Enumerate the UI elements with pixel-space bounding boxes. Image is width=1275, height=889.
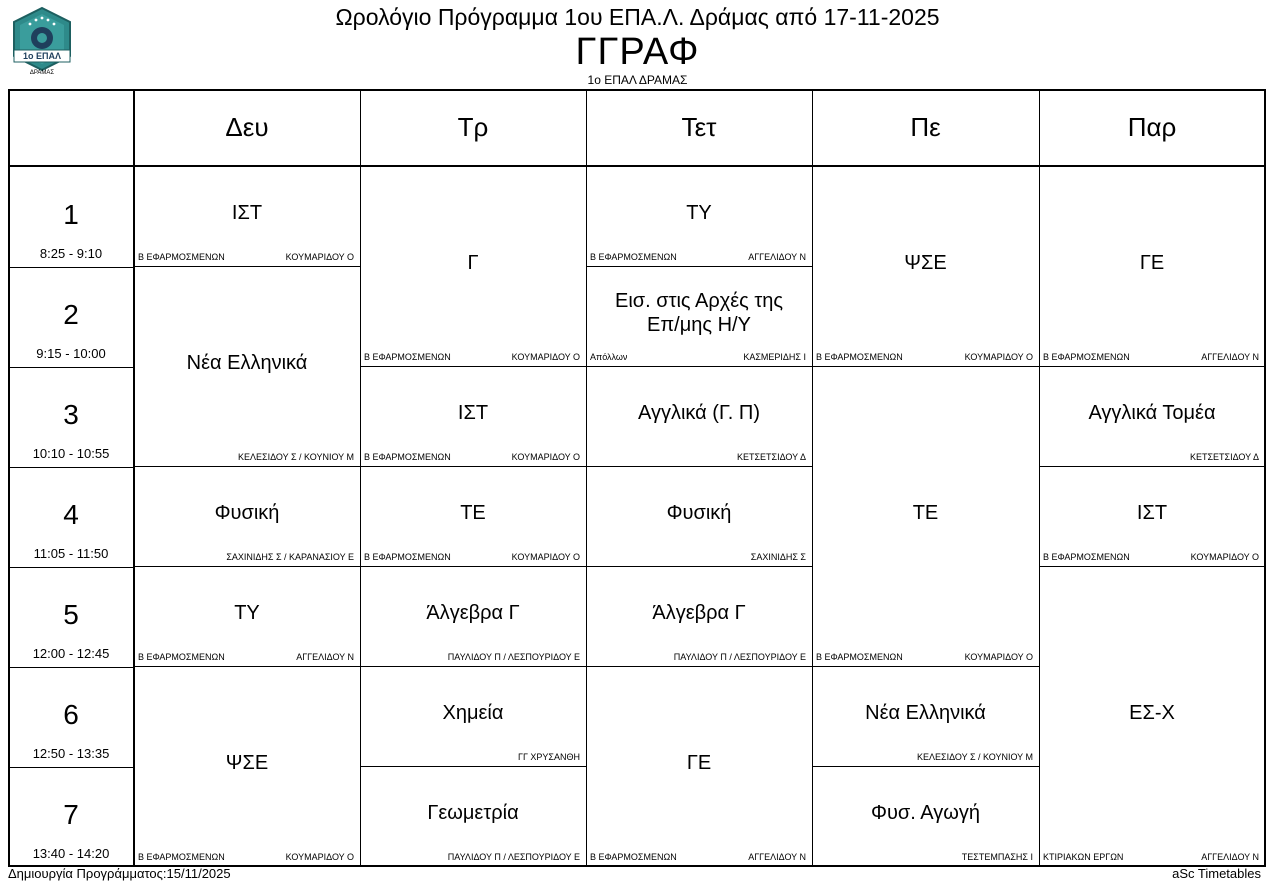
period-number: 1	[63, 199, 79, 230]
lesson-class: ΚΤΙΡΙΑΚΩΝ ΕΡΓΩΝ	[1043, 852, 1124, 862]
lesson-subject: ΓΕ	[1139, 252, 1165, 274]
lesson-cell	[1039, 467, 1265, 567]
lesson-teacher: ΑΓΓΕΛΙΔΟΥ Ν	[1201, 852, 1259, 862]
lesson-teacher: ΣΑΧΙΝΙΔΗΣ Σ / ΚΑΡΑΝΑΣΙΟΥ Ε	[226, 552, 354, 562]
lesson-cell	[812, 767, 1039, 866]
lesson-cell	[360, 167, 586, 367]
lesson-cell	[360, 667, 586, 767]
lesson-class: Β ΕΦΑΡΜΟΣΜΕΝΩΝ	[138, 652, 225, 662]
lesson-class: Β ΕΦΑΡΜΟΣΜΕΝΩΝ	[364, 552, 451, 562]
lesson-subject: Γεωμετρία	[427, 801, 519, 824]
lesson-subject: ΕΣ-Χ	[1129, 701, 1175, 724]
lesson-teacher: ΑΓΓΕΛΙΔΟΥ Ν	[748, 852, 806, 862]
day-header-tue: Τρ	[457, 112, 489, 142]
lesson-teacher: ΓΓ ΧΡΥΣΑΝΘΗ	[518, 752, 580, 762]
lesson-teacher: ΚΟΥΜΑΡΙΔΟΥ Ο	[285, 252, 354, 262]
lesson-cell	[360, 467, 586, 567]
lesson-subject: ΤΥ	[234, 602, 260, 624]
lesson-cell	[812, 167, 1039, 367]
lesson-cell	[134, 167, 360, 267]
period-time: 8:25 - 9:10	[39, 246, 103, 261]
period-row-line	[9, 667, 133, 668]
lesson-subject: ΙΣΤ	[231, 202, 263, 224]
lesson-subject: Νέα Ελληνικά	[186, 352, 308, 374]
lesson-teacher: ΣΑΧΙΝΙΔΗΣ Σ	[750, 552, 806, 562]
period-time: 11:05 - 11:50	[33, 546, 109, 561]
lesson-cell	[360, 567, 586, 667]
lesson-subject: Νέα Ελληνικά	[865, 702, 986, 724]
lesson-subject: Εισ. στις Αρχές της Επ/μης Η/Υ	[614, 290, 783, 336]
lesson-teacher: ΚΕΛΕΣΙΔΟΥ Σ / ΚΟΥΝΙΟΥ Μ	[237, 452, 354, 462]
day-header-mon: Δευ	[225, 112, 269, 142]
lesson-cell	[134, 567, 360, 667]
lesson-subject: ΤΕ	[912, 502, 939, 524]
lesson-cell	[586, 467, 812, 567]
lesson-cell	[586, 167, 812, 267]
lesson-cell	[1039, 367, 1265, 467]
lesson-teacher: ΚΑΣΜΕΡΙΔΗΣ Ι	[743, 352, 806, 362]
period-time: 12:00 - 12:45	[32, 646, 110, 661]
period-number: 5	[63, 599, 79, 630]
period-row-line	[9, 767, 133, 768]
logo-place-text: ΔΡΑΜΑΣ	[29, 70, 55, 76]
lesson-subject: Αγγλικά Τομέα	[1088, 402, 1216, 424]
day-header-thu: Πε	[910, 112, 941, 142]
created-date: Δημιουργία Προγράμματος:15/11/2025	[8, 866, 231, 881]
lesson-class: Β ΕΦΑΡΜΟΣΜΕΝΩΝ	[590, 852, 677, 862]
day-header-fri: Παρ	[1127, 112, 1177, 142]
period-time: 10:10 - 10:55	[32, 446, 110, 461]
lesson-teacher: ΚΕΤΣΕΤΣΙΔΟΥ Δ	[1189, 452, 1259, 462]
lesson-class: Β ΕΦΑΡΜΟΣΜΕΝΩΝ	[590, 252, 677, 262]
lesson-class: Β ΕΦΑΡΜΟΣΜΕΝΩΝ	[1043, 552, 1130, 562]
lesson-subject: Χημεία	[442, 702, 504, 724]
period-time: 13:40 - 14:20	[32, 846, 110, 861]
lesson-teacher: ΚΟΥΜΑΡΙΔΟΥ Ο	[1190, 552, 1259, 562]
lesson-cell	[586, 667, 812, 866]
lesson-cell	[134, 267, 360, 467]
school-name: 1ο ΕΠΑΛ ΔΡΑΜΑΣ	[587, 73, 688, 87]
lesson-subject: Φυσική	[214, 502, 280, 524]
lesson-class: Β ΕΦΑΡΜΟΣΜΕΝΩΝ	[1043, 352, 1130, 362]
lesson-class: Β ΕΦΑΡΜΟΣΜΕΝΩΝ	[364, 352, 451, 362]
lesson-teacher: ΠΑΥΛΙΔΟΥ Π / ΛΕΣΠΟΥΡΙΔΟΥ Ε	[447, 652, 580, 662]
class-title: ΓΓΡΑΦ	[575, 31, 700, 73]
lesson-class: Β ΕΦΑΡΜΟΣΜΕΝΩΝ	[816, 352, 903, 362]
period-number: 2	[63, 299, 79, 330]
lesson-teacher: ΚΟΥΜΑΡΙΔΟΥ Ο	[511, 352, 580, 362]
lesson-teacher: ΚΕΤΣΕΤΣΙΔΟΥ Δ	[736, 452, 806, 462]
lesson-teacher: ΠΑΥΛΙΔΟΥ Π / ΛΕΣΠΟΥΡΙΔΟΥ Ε	[673, 652, 806, 662]
period-row-line	[9, 267, 133, 268]
lesson-teacher: ΑΓΓΕΛΙΔΟΥ Ν	[296, 652, 354, 662]
lesson-cell	[134, 467, 360, 567]
period-number: 3	[63, 399, 79, 430]
lesson-subject: ΨΣΕ	[904, 252, 947, 274]
lesson-cell	[134, 667, 360, 866]
lesson-subject: Αγγλικά (Γ. Π)	[638, 402, 760, 424]
lesson-cell	[586, 567, 812, 667]
period-number: 4	[63, 499, 79, 530]
lesson-class: Β ΕΦΑΡΜΟΣΜΕΝΩΝ	[138, 252, 225, 262]
software-credit: aSc Timetables	[1172, 866, 1261, 881]
lesson-subject: ΤΥ	[686, 202, 712, 224]
lesson-class: Β ΕΦΑΡΜΟΣΜΕΝΩΝ	[364, 452, 451, 462]
lesson-subject: ΤΕ	[460, 502, 486, 524]
logo-badge-text: 1ο ΕΠΑΛ	[22, 51, 61, 61]
period-number: 7	[63, 799, 79, 830]
lesson-subject: ΙΣΤ	[457, 402, 489, 424]
lesson-subject: Φυσική	[666, 502, 732, 524]
lesson-teacher: ΚΕΛΕΣΙΔΟΥ Σ / ΚΟΥΝΙΟΥ Μ	[916, 752, 1033, 762]
lesson-cell	[586, 267, 812, 367]
lesson-class: Β ΕΦΑΡΜΟΣΜΕΝΩΝ	[816, 652, 903, 662]
period-row-line	[9, 367, 133, 368]
lesson-cell	[1039, 567, 1265, 866]
lesson-teacher: ΠΑΥΛΙΔΟΥ Π / ΛΕΣΠΟΥΡΙΔΟΥ Ε	[447, 852, 580, 862]
lesson-cell	[812, 667, 1039, 767]
period-time: 9:15 - 10:00	[36, 346, 106, 361]
lesson-teacher: ΚΟΥΜΑΡΙΔΟΥ Ο	[964, 652, 1033, 662]
lesson-subject: ΨΣΕ	[225, 751, 269, 774]
period-time: 12:50 - 13:35	[32, 746, 110, 761]
lesson-subject: ΓΕ	[686, 751, 712, 774]
lesson-subject: Γ	[467, 252, 479, 274]
lesson-class: Απόλλων	[590, 352, 628, 362]
lesson-teacher: ΚΟΥΜΑΡΙΔΟΥ Ο	[511, 552, 580, 562]
lesson-cell	[360, 767, 586, 866]
lesson-subject: ΙΣΤ	[1136, 502, 1168, 524]
lesson-subject: Φυσ. Αγωγή	[871, 801, 980, 824]
lesson-cell	[586, 367, 812, 467]
lesson-teacher: ΑΓΓΕΛΙΔΟΥ Ν	[748, 252, 806, 262]
lesson-teacher: ΤΕΣΤΕΜΠΑΣΗΣ Ι	[961, 852, 1033, 862]
lesson-teacher: ΑΓΓΕΛΙΔΟΥ Ν	[1201, 352, 1259, 362]
lesson-cell	[812, 367, 1039, 667]
day-header-wed: Τετ	[681, 112, 717, 142]
lesson-subject: Άλγεβρα Γ	[652, 602, 746, 624]
lesson-subject: Άλγεβρα Γ	[426, 602, 520, 624]
lesson-cell	[1039, 167, 1265, 367]
lesson-teacher: ΚΟΥΜΑΡΙΔΟΥ Ο	[511, 452, 580, 462]
lesson-teacher: ΚΟΥΜΑΡΙΔΟΥ Ο	[285, 852, 354, 862]
lesson-teacher: ΚΟΥΜΑΡΙΔΟΥ Ο	[964, 352, 1033, 362]
lesson-class: Β ΕΦΑΡΜΟΣΜΕΝΩΝ	[138, 852, 225, 862]
period-row-line	[9, 567, 133, 568]
timetable-heading: Ωρολόγιο Πρόγραμμα 1ου ΕΠΑ.Λ. Δράμας από 17-11-2025	[335, 4, 940, 30]
lesson-cell	[360, 367, 586, 467]
period-number: 6	[63, 699, 79, 730]
period-row-line	[9, 467, 133, 468]
